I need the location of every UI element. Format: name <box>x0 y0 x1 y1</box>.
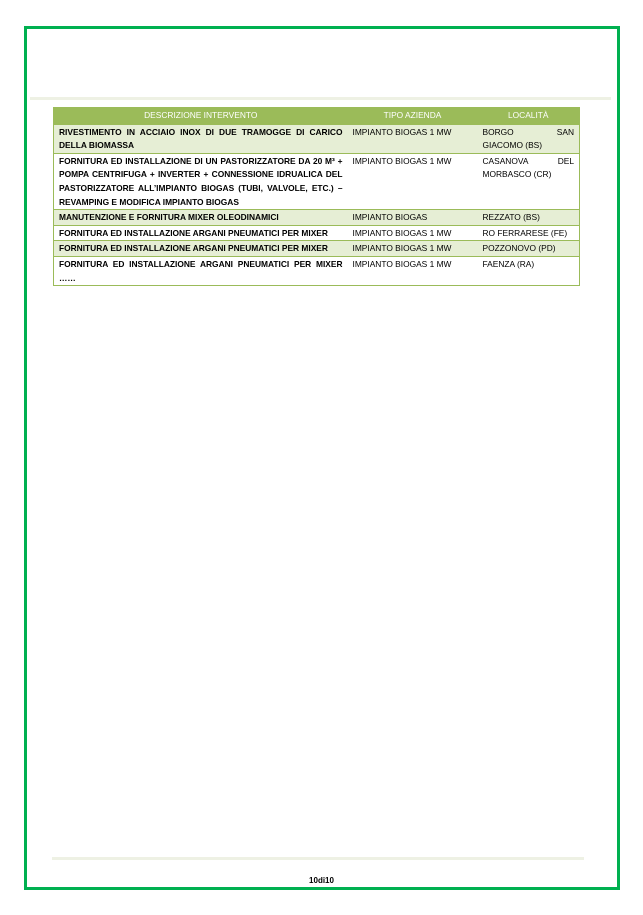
cell-tipo-azienda: IMPIANTO BIOGAS 1 MW <box>348 153 478 209</box>
header-descrizione: DESCRIZIONE INTERVENTO <box>54 108 348 125</box>
cell-descrizione: FORNITURA ED INSTALLAZIONE ARGANI PNEUMATICI PER MIXER <box>54 225 348 241</box>
table-row <box>54 225 580 241</box>
cell-tipo-azienda: IMPIANTO BIOGAS 1 MW <box>348 241 478 257</box>
cell-descrizione: MANUTENZIONE E FORNITURA MIXER OLEODINAMICI <box>54 210 348 226</box>
page-number: 10di10 <box>309 876 334 885</box>
table-row <box>54 153 580 209</box>
interventions-table <box>53 107 580 286</box>
table-header-row <box>54 108 580 125</box>
cell-descrizione: FORNITURA ED INSTALLAZIONE ARGANI PNEUMATICI PER MIXER <box>54 241 348 257</box>
cell-localita: POZZONOVO (PD) <box>478 241 580 257</box>
table-row <box>54 241 580 257</box>
cell-descrizione: FORNITURA ED INSTALLAZIONE DI UN PASTORIZZATORE DA 20 M³ + POMPA CENTRIFUGA + INVERTER + CONNESSIONE IDRUALICA DEL PASTORIZZATORE ALL’IMPIANTO BIOGAS (TUBI, VALVOLE, ETC.) – REVAMPING E MODIFICA IMPIANTO BIOGAS <box>54 153 348 209</box>
cell-descrizione: RIVESTIMENTO IN ACCIAIO INOX DI DUE TRAMOGGE DI CARICO DELLA BIOMASSA <box>54 124 348 153</box>
cell-localita: CASANOVA DEL MORBASCO (CR) <box>478 153 580 209</box>
cell-tipo-azienda: IMPIANTO BIOGAS 1 MW <box>348 124 478 153</box>
table-row <box>54 256 580 285</box>
cell-tipo-azienda: IMPIANTO BIOGAS 1 MW <box>348 256 478 285</box>
header-rule <box>30 97 611 100</box>
footer-rule <box>52 857 584 860</box>
cell-tipo-azienda: IMPIANTO BIOGAS 1 MW <box>348 225 478 241</box>
cell-localita: BORGO SAN GIACOMO (BS) <box>478 124 580 153</box>
header-tipo-azienda: TIPO AZIENDA <box>348 108 478 125</box>
cell-tipo-azienda: IMPIANTO BIOGAS <box>348 210 478 226</box>
table-row <box>54 210 580 226</box>
cell-localita: RO FERRARESE (FE) <box>478 225 580 241</box>
cell-localita: FAENZA (RA) <box>478 256 580 285</box>
cell-descrizione: FORNITURA ED INSTALLAZIONE ARGANI PNEUMATICI PER MIXER …… <box>54 256 348 285</box>
cell-localita: REZZATO (BS) <box>478 210 580 226</box>
header-localita: LOCALITÀ <box>478 108 580 125</box>
table-row <box>54 124 580 153</box>
